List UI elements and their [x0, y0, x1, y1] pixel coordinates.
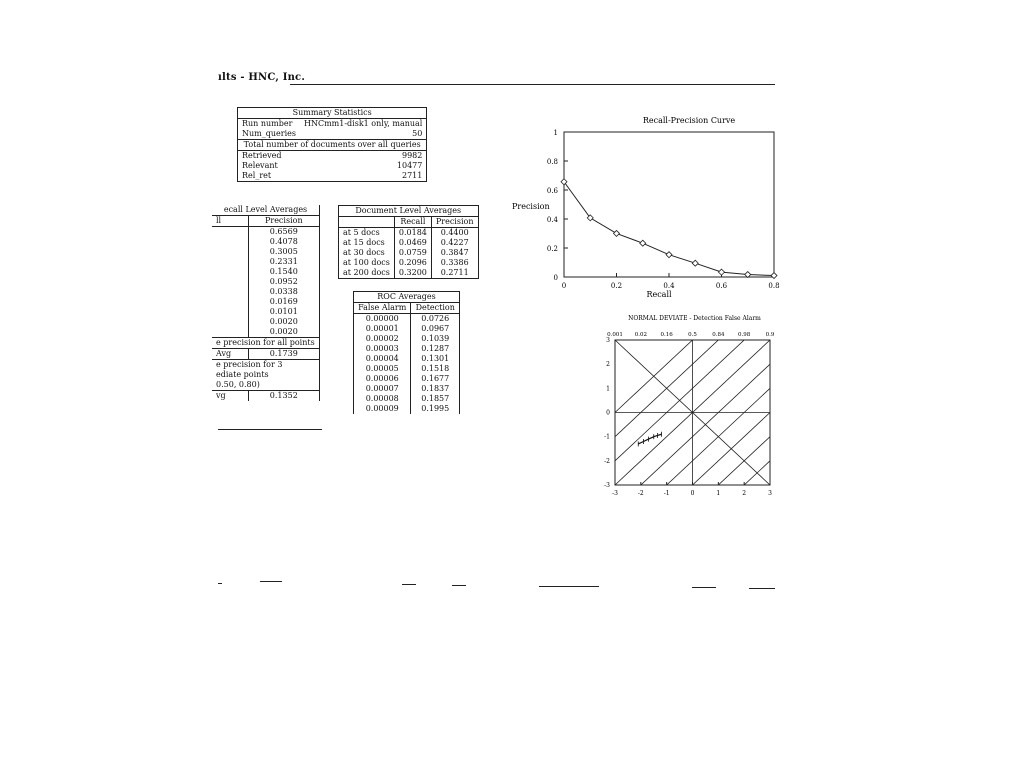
nd-ytick-label: 3 — [606, 337, 610, 344]
roc-false-alarm: 0.00007 — [365, 384, 399, 393]
nd-ytick-label: -2 — [604, 457, 610, 465]
doc-level-row — [339, 258, 479, 268]
roc-table — [353, 291, 460, 414]
normal-deviate-chart — [600, 310, 780, 502]
summary-label: Rel_ret — [242, 171, 272, 180]
doc-precision: 0.3847 — [431, 248, 478, 258]
rp-ytick-label: 0.8 — [546, 158, 558, 166]
nd-ytick-label: 1 — [606, 385, 610, 393]
rp-title: Recall-Precision Curve — [642, 116, 736, 125]
interp-label: 0.50, 0.80) — [216, 380, 260, 389]
rp-series-line — [564, 182, 774, 276]
doc-level-title: Document Level Averages — [339, 206, 479, 217]
nd-top-tick-label: 0.84 — [712, 332, 725, 338]
doc-level-table — [338, 205, 479, 279]
doc-level-row — [339, 268, 479, 279]
doc-cutoff: at 100 docs — [343, 258, 390, 267]
rp-xtick-label: 0.6 — [715, 282, 728, 290]
nd-ytick-label: -1 — [604, 433, 610, 441]
rp-point — [666, 252, 672, 258]
roc-row — [354, 354, 460, 364]
doc-cutoff: at 30 docs — [343, 248, 385, 257]
rp-ytick-label: 0.2 — [546, 245, 558, 253]
roc-detection: 0.1518 — [411, 364, 460, 374]
nd-top-tick-label: 0.98 — [738, 332, 751, 338]
doc-recall-header: Recall — [394, 217, 431, 228]
doc-level-row — [339, 228, 479, 239]
nd-xtick-label: 0 — [690, 490, 695, 497]
nd-xtick-label: 3 — [768, 490, 772, 497]
recall-precision-cell: 0.4078 — [248, 237, 319, 247]
summary-label: Retrieved — [242, 151, 282, 160]
rp-point — [692, 260, 698, 266]
rp-xtick-label: 0.4 — [663, 282, 675, 290]
summary-value: 2711 — [402, 171, 423, 180]
nd-xtick-label: -3 — [612, 490, 618, 497]
doc-recall: 0.0759 — [394, 248, 431, 258]
doc-precision: 0.2711 — [431, 268, 478, 279]
roc-false-alarm: 0.00009 — [365, 404, 399, 413]
rp-xtick-label: 0 — [561, 282, 567, 290]
roc-title: ROC Averages — [354, 292, 460, 303]
rp-point — [771, 273, 777, 279]
footer-rule — [260, 581, 282, 582]
summary-total-label: Total number of documents over all queries — [238, 140, 427, 151]
footer-rule — [692, 587, 716, 588]
doc-precision: 0.4227 — [431, 238, 478, 248]
rp-point — [614, 230, 620, 236]
rp-xtick-label: 0.8 — [768, 282, 780, 290]
roc-row — [354, 394, 460, 404]
doc-precision: 0.3386 — [431, 258, 478, 268]
doc-precision-header: Precision — [431, 217, 478, 228]
recall-table-bottom — [218, 429, 322, 430]
nd-xtick-label: -1 — [663, 490, 670, 497]
summary-title: Summary Statistics — [238, 108, 427, 119]
header-rule — [290, 84, 775, 85]
recall-precision-cell: 0.3005 — [248, 247, 319, 257]
interp-label: e precision for 3 — [212, 360, 320, 371]
recall-precision-cell: 0.0338 — [248, 287, 319, 297]
recall-precision-cell: 0.0020 — [248, 317, 319, 327]
summary-table — [237, 107, 427, 182]
roc-detection: 0.1677 — [411, 374, 460, 384]
rp-ytick-label: 0.6 — [546, 187, 558, 195]
rp-ytick-label: 0 — [553, 274, 558, 282]
roc-false-alarm: 0.00001 — [365, 324, 399, 333]
roc-row — [354, 334, 460, 344]
doc-recall: 0.2096 — [394, 258, 431, 268]
roc-fa-header: False Alarm — [354, 303, 411, 314]
roc-row — [354, 384, 460, 394]
roc-row — [354, 344, 460, 354]
rp-point — [640, 240, 646, 246]
recall-level-title: ecall Level Averages — [212, 205, 320, 216]
roc-det-header: Detection — [411, 303, 460, 314]
roc-detection: 0.1287 — [411, 344, 460, 354]
rp-xlabel: Recall — [646, 290, 672, 299]
roc-false-alarm: 0.00005 — [365, 364, 399, 373]
footer-rule — [749, 588, 775, 589]
precision-col-header: Precision — [248, 216, 319, 227]
recall-precision-cell: 0.0020 — [248, 327, 319, 338]
nd-top-tick-label: 0.9 — [765, 332, 775, 338]
doc-recall: 0.0184 — [394, 228, 431, 239]
rp-ylabel: Precision — [512, 201, 550, 211]
interp-avg-value: 0.1352 — [248, 391, 319, 402]
nd-top-tick-label: 0.5 — [688, 332, 697, 338]
footer-rule — [402, 584, 416, 585]
doc-level-row — [339, 248, 479, 258]
recall-precision-cell: 0.2331 — [248, 257, 319, 267]
roc-row — [354, 364, 460, 374]
roc-row — [354, 404, 460, 414]
recall-precision-cell: 0.1540 — [248, 267, 319, 277]
roc-row — [354, 314, 460, 325]
interp-avg-label: vg — [212, 391, 248, 402]
roc-detection: 0.0967 — [411, 324, 460, 334]
roc-false-alarm: 0.00002 — [365, 334, 399, 343]
doc-precision: 0.4400 — [431, 228, 478, 239]
recall-col-header: ll — [212, 216, 248, 227]
roc-row — [354, 374, 460, 384]
summary-value: 9982 — [402, 151, 423, 160]
summary-value: 10477 — [396, 161, 423, 170]
avg-label: Avg — [216, 349, 232, 358]
interp-label: ediate points — [216, 370, 269, 379]
nd-ytick-label: -3 — [604, 482, 610, 489]
rp-point — [719, 269, 725, 275]
recall-precision-cell: 0.6569 — [248, 227, 319, 238]
recall-precision-cell: 0.0101 — [248, 307, 319, 317]
doc-recall: 0.0469 — [394, 238, 431, 248]
footer-rule — [452, 585, 466, 586]
nd-xtick-label: 1 — [716, 490, 721, 497]
roc-false-alarm: 0.00004 — [365, 354, 399, 363]
doc-cutoff: at 200 docs — [343, 268, 390, 277]
rp-xtick-label: 0.2 — [610, 282, 623, 290]
summary-value: 50 — [412, 129, 423, 138]
nd-ytick-label: 0 — [606, 409, 610, 417]
doc-cutoff: at 5 docs — [343, 228, 380, 237]
summary-label: Relevant — [242, 161, 278, 170]
roc-detection: 0.1995 — [411, 404, 460, 414]
roc-detection: 0.1837 — [411, 384, 460, 394]
rp-ytick-label: 0.4 — [546, 216, 558, 224]
roc-false-alarm: 0.00000 — [365, 314, 399, 323]
rp-ytick-label: 1 — [553, 129, 558, 137]
summary-label: Run number — [242, 119, 293, 128]
summary-label: Num_queries — [242, 129, 296, 138]
roc-false-alarm: 0.00008 — [365, 394, 399, 403]
nd-xtick-label: 2 — [742, 490, 747, 497]
recall-level-table — [212, 205, 320, 401]
roc-false-alarm: 0.00006 — [365, 374, 399, 383]
nd-xtick-label: -2 — [637, 490, 644, 497]
summary-value: HNCmm1-disk1 only, manual — [303, 119, 423, 128]
recall-precision-cell: 0.0952 — [248, 277, 319, 287]
doc-level-row — [339, 238, 479, 248]
roc-false-alarm: 0.00003 — [365, 344, 399, 353]
nd-title: NORMAL DEVIATE - Detection False Alarm — [628, 315, 761, 322]
page-header: ılts - HNC, Inc. — [218, 72, 306, 83]
roc-detection: 0.1301 — [411, 354, 460, 364]
recall-precision-chart — [508, 110, 780, 304]
footer-rule — [539, 586, 599, 587]
footer-rule — [218, 583, 222, 584]
nd-top-tick-label: 0.02 — [634, 332, 647, 338]
doc-cutoff: at 15 docs — [343, 238, 385, 247]
recall-level-panel — [218, 205, 324, 435]
nd-top-tick-label: 0.16 — [660, 332, 673, 338]
roc-detection: 0.1039 — [411, 334, 460, 344]
recall-precision-cell: 0.0169 — [248, 297, 319, 307]
roc-row — [354, 324, 460, 334]
avg-value: 0.1739 — [248, 349, 319, 360]
avg-precision-label: e precision for all points — [212, 338, 320, 349]
doc-recall: 0.3200 — [394, 268, 431, 279]
nd-ytick-label: 2 — [606, 361, 610, 369]
nd-top-tick-label: 0.001 — [607, 332, 623, 338]
roc-detection: 0.0726 — [411, 314, 460, 325]
roc-detection: 0.1857 — [411, 394, 460, 404]
